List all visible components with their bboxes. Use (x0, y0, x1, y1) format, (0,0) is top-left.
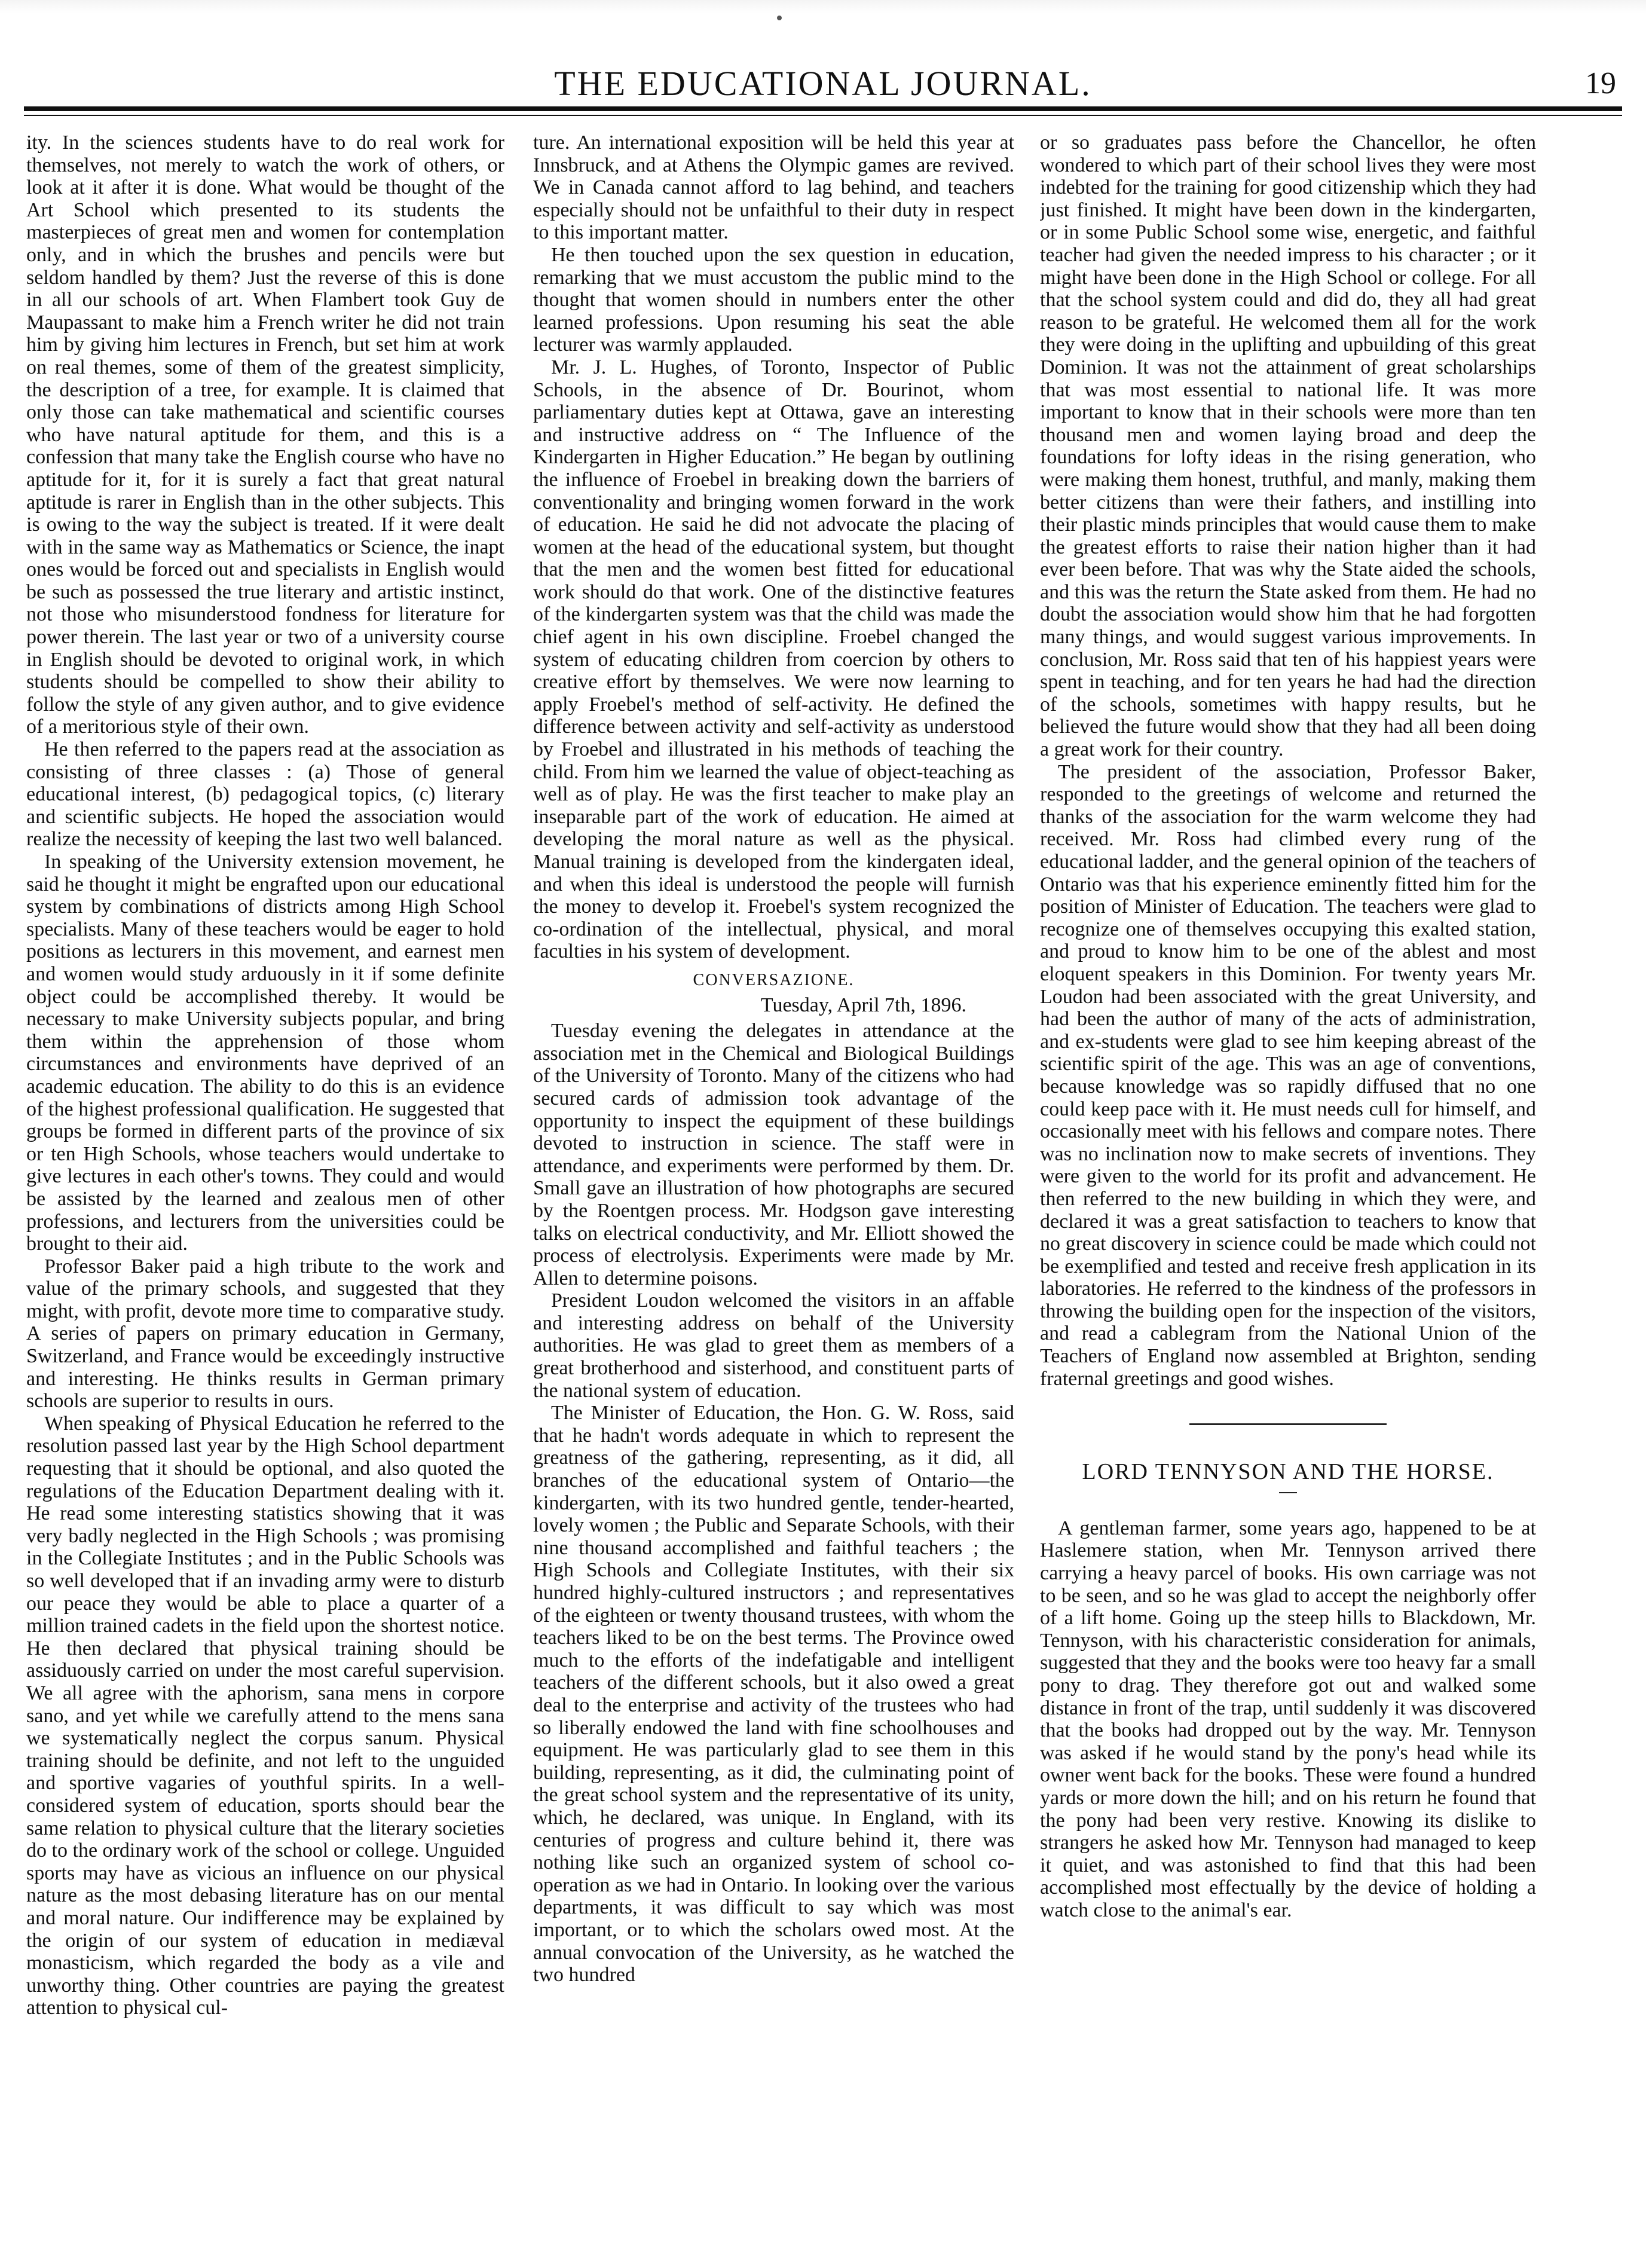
paragraph: President Loudon welcomed the visitors in an affable and interesting address on behalf of the University authorities. He was glad to greet them as members of a great brotherhood and sisterhood, and constituent parts of the national system of education. (533, 1289, 1014, 1402)
article-title: LORD TENNYSON AND THE HORSE. (1082, 1459, 1494, 1485)
masthead (24, 60, 1622, 108)
ink-speck (777, 16, 782, 20)
page-number: 19 (1585, 66, 1616, 100)
paragraph: In speaking of the University extension movement, he said he thought it might be engrafted upon our educational system by combinations of districts among High School specialists. Many of these teachers would be eager to hold positions as lecturers in this movement, and earnest men and women would study arduously in it if some definite object could be accomplished thereby. It would be necessary to make University subjects popular, and bring them within the apprehension of those whom circumstances and environments have deprived of an academic education. The ability to do this is an evidence of the highest professional qualification. He suggested that groups be formed in different parts of the province of six or ten High Schools, whose teachers would undertake to give lectures in each other's towns. They could and would be assisted by the learned and zealous men of other professions, and lecturers from the universities could be brought to their aid. (26, 851, 504, 1255)
column-3 (1040, 132, 1536, 2236)
header-rule-thin (24, 115, 1622, 116)
paragraph: Tuesday evening the delegates in attendance at the association met in the Chemical and Biological Buildings of the University of Toronto. Many of the citizens who had secured cards of admission took advantage of the opportunity to inspect the equipment of these buildings devoted to instruction in science. The staff were in attendance, and experiments were performed by them. Dr. Small gave an illustration of how photographs are secured by the Roentgen process. Mr. Hodgson gave interesting talks on electrical conductivity, and Mr. Elliott showed the process of electrolysis. Experiments were made by Mr. Allen to determine poisons. (533, 1020, 1014, 1289)
paragraph: When speaking of Physical Education he referred to the resolution passed last year by the High School department requesting that it should be optional, and also quoted the regulations of the Education Department dealing with it. He read some interesting statistics showing that it was very badly neglected in the High Schools ; was promising in the Collegiate Institutes ; and in the Public Schools was so well developed that if an invading army were to disturb our peace they would be able to place a quarter of a million trained cadets in the field upon the shortest notice. He then declared that physical training should be assiduously carried on under the most careful supervision. We all agree with the aphorism, sana mens in corpore sano, and yet while we carefully attend to the mens sana we systematically neglect the corpus sanum. Physical training should be definite, and not left to the unguided and sportive vagaries of youthful spirits. In a well-considered system of education, sports should bear the same relation to physical culture that the literary societies do to the ordinary work of the school or college. Unguided sports may have as vicious an influence on our physical nature as the most debasing literature has on our mental and moral nature. Our indifference may be explained by the origin of our system of education in mediæval monasticism, which regarded the body as a vile and unworthy thing. Other countries are paying the greatest attention to physical cul- (26, 1412, 504, 2019)
paragraph: The Minister of Education, the Hon. G. W. Ross, said that he hadn't words adequate in which to represent the greatness of the gathering, representing, as it did, all branches of the educational system of Ontario—the kindergarten, with its two hundred gentle, tender-hearted, lovely women ; the Public and Separate Schools, with their nine thousand accomplished and faithful teachers ; the High Schools and Collegiate Institutes, with their six hundred highly-cultured instructors ; and representatives of the eighteen or twenty thousand trustees, with whom the teachers liked to be on the best terms. The Province owed much to the efforts of the indefatigable and intelligent teachers of the different schools, but it also owed a great deal to the enterprise and activity of the trustees who had so liberally endowed the land with fine schoolhouses and equipment. He was particularly glad to see them in this building, representing, as it did, the culminating point of the great school system and the representative of its unity, which, he declared, was unique. In England, with its centuries of progress and culture behind it, there was nothing like such an organized system of school co-operation as we had in Ontario. In looking over the various departments, it was difficult to say which was most important, or to which the scholars owed most. At the annual convocation of the University, as he watched the two hundred (533, 1402, 1014, 1986)
section-heading-conversazione: CONVERSAZIONE. (693, 970, 855, 989)
paragraph: He then touched upon the sex question in education, remarking that we must accustom the public mind to the thought that women should in numbers enter the other learned professions. Upon resuming his seat the able lecturer was warmly applauded. (533, 243, 1014, 356)
header-rule-thick (24, 106, 1622, 111)
paragraph: ture. An international exposition will be held this year at Innsbruck, and at Athens the Olympic games are revived. We in Canada cannot afford to lag behind, and teachers especially should not be unfaithful to their duty in respect to this important matter. (533, 132, 1014, 244)
title-dash (1279, 1492, 1297, 1493)
article-separator (1189, 1423, 1387, 1425)
dateline: Tuesday, April 7th, 1896. (760, 994, 966, 1016)
paragraph: Professor Baker paid a high tribute to the work and value of the primary schools, and suggested that they might, with profit, devote more time to comparative study. A series of papers on primary education in Germany, Switzerland, and France would be exceedingly instructive and interesting. He thinks results in German primary schools are superior to results in ours. (26, 1255, 504, 1413)
paragraph: ity. In the sciences students have to do real work for themselves, not merely to watch the work of others, or look at it after it is done. What would be thought of the Art School which presented to its students the masterpieces of great men and women for contemplation only, and in which the brushes and pencils were but seldom handled by them? Just the reverse of this is done in all our schools of art. When Flambert took Guy de Maupassant to make him a French writer he did not train him by giving him lectures in French, but set him at work on real themes, some of them of the greatest simplicity, the description of a tree, for example. It is claimed that only those can take mathematical and scientific courses who have natural aptitude for them, and this is a confession that many take the English course who have no aptitude for it, for it is surely a fact that great natural aptitude is rarer in English than in the other subjects. This is owing to the way the subject is treated. If it were dealt with in the same way as Mathematics or Science, the inapt ones would be forced out and specialists in English would be such as possessed the true literary and artistic instinct, not those who misunderstood fondness for literature for power therein. The last year or two of a university course in English should be devoted to original work, in which students should be compelled to show their ability to follow the style of any given author, and to give evidence of a meritorious style of their own. (26, 132, 504, 738)
paragraph: A gentleman farmer, some years ago, happened to be at Haslemere station, when Mr. Tennyson arrived there carrying a heavy parcel of books. His own carriage was not to be seen, and so he was glad to accept the neighborly offer of a lift home. Going up the steep hills to Blackdown, Mr. Tennyson, with his characteristic consideration for animals, suggested that they and the books were too heavy far a small pony to drag. They therefore got out and walked some distance in front of the trap, until suddenly it was discovered that the books had dropped out by the way. Mr. Tennyson was asked if he would stand by the pony's head while its owner went back for the books. These were found a hundred yards or more down the hill; and on his return he found that the pony had been very restive. Knowing its dislike to strangers he asked how Mr. Tennyson had managed to keep it quiet, and was astonished to find that this had been accomplished most effectually by the device of holding a watch close to the animal's ear. (1040, 1517, 1536, 1921)
paragraph: The president of the association, Professor Baker, responded to the greetings of welcome and returned the thanks of the association for the warm welcome they had received. Mr. Ross had climbed every rung of the educational ladder, and the general opinion of the teachers of Ontario was that his experience eminently fitted him for the position of Minister of Education. The teachers were glad to recognize one of themselves occupying this exalted station, and proud to know him to be one of the ablest and most eloquent speakers in this Dominion. For twenty years Mr. Loudon had been associated with the great University, and had been the author of many of the acts of administration, and ex-students were glad to see him keeping abreast of the scientific spirit of the age. This was an age of conventions, because knowledge was so rapidly diffused that no one could keep pace with it. He must needs cull for himself, and occasionally meet with his fellows and compare notes. There was no inclination now to make secrets of inventions. They were given to the world for its profit and advancement. He then referred to the new building in which they were, and declared it was a great satisfaction to teachers to know that no great discovery in science could be made which could not be exemplified and tested and receive fresh application in its laboratories. He referred to the kindness of the professors in throwing the building open for the inspection of the visitors, and read a cablegram from the National Union of the Teachers of England now assembled at Brighton, sending fraternal greetings and good wishes. (1040, 760, 1536, 1390)
journal-title: THE EDUCATIONAL JOURNAL. (554, 64, 1092, 103)
paragraph: Mr. J. L. Hughes, of Toronto, Inspector of Public Schools, in the absence of Dr. Bourinot, whom parliamentary duties kept at Ottawa, gave an interesting and instructive address on “ The Influence of the Kindergarten in Higher Education.” He began by outlining the influence of Froebel in breaking down the barriers of conventionality and bringing women forward in the work of education. He said he did not advocate the placing of women at the head of the educational system, but thought that the men and the women best fitted for educational work should do that work. One of the distinctive features of the kindergarten system was that the child was made the chief agent in his own discipline. Froebel changed the system of educating children from coercion by others to creative effort by themselves. We were now learning to apply Froebel's method of self-activity. He defined the difference between activity and self-activity as understood by Froebel and illustrated in his methods of teaching the child. From him we learned the value of object-teaching as well as of play. He was the first teacher to make play an inseparable part of the work of education. He aimed at developing the moral nature as well as the physical. Manual training is developed from the kindergaten ideal, and when this ideal is understood the people will furnish the money to develop it. Froebel's system recognized the co-ordination of the intellectual, physical, and moral faculties in his system of development. (533, 356, 1014, 963)
column-2 (533, 132, 1014, 2236)
scan-edge-shadow (0, 0, 1646, 13)
paragraph: He then referred to the papers read at the association as consisting of three classes : (a) Those of general educational interest, (b) pedagogical topics, (c) literary and scientific subjects. He hoped the association would realize the necessity of keeping the last two well balanced. (26, 738, 504, 851)
paragraph: or so graduates pass before the Chancellor, he often wondered to which part of their school lives they were most indebted for the training for good citizenship which they had just finished. It might have been down in the kindergarten, or in some Public School some wise, energetic, and faithful teacher had given the needed impress to his character ; or it might have been done in the High School or college. For all that the school system could and did do, they all had great reason to be grateful. He welcomed them all for the work they were doing in the uplifting and upbuilding of this great Dominion. It was not the attainment of great scholarships that was most essential to national life. It was more important to know that in their schools were more than ten thousand men and women laying broad and deep the foundations for lofty ideas in the rising generation, who were making them honest, truthful, and manly, making them better citizens than were their fathers, and instilling into their plastic minds principles that would cause them to make the greatest efforts to raise their nation higher than it had ever been before. That was why the State aided the schools, and this was the return the State asked from them. He had no doubt the association would show him that he had forgotten many things, and would suggest various improvements. In conclusion, Mr. Ross said that ten of his happiest years were spent in teaching, and for ten years he had had the direction of the schools, sometimes with happy results, but he believed the future would show that they had all been doing a great work for their country. (1040, 132, 1536, 761)
column-1 (26, 132, 504, 2236)
